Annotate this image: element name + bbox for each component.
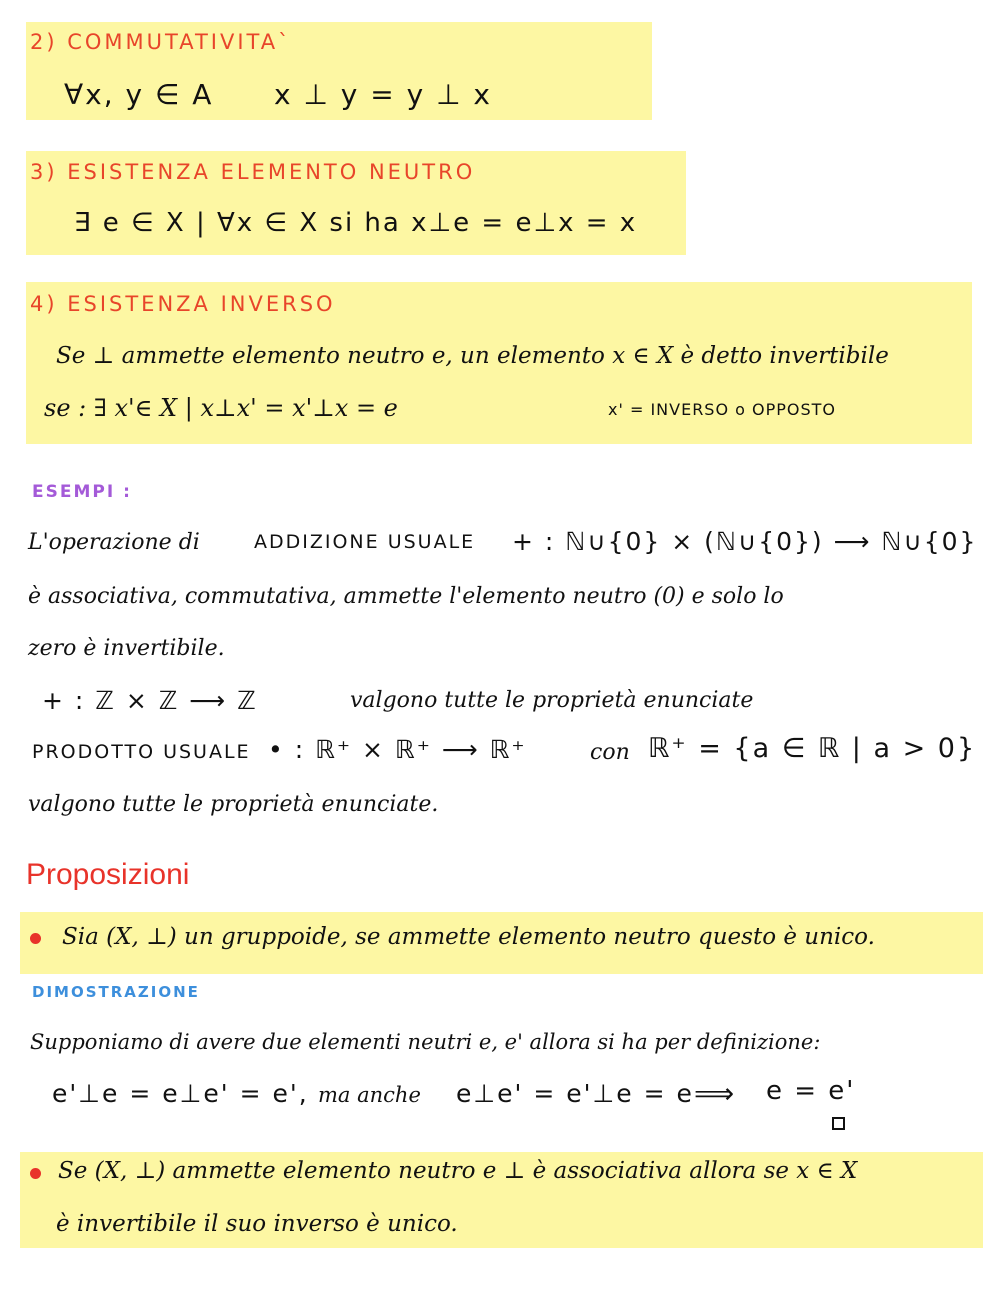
example-line-3: zero è invertibile. [28, 636, 225, 661]
bullet-icon [30, 1168, 41, 1179]
example-line-1a: L'operazione di [28, 530, 200, 555]
example-line-5-caps: PRODOTTO USUALE [32, 741, 251, 763]
example-line-5-def: ℝ⁺ = {a ∈ ℝ | a > 0} [648, 733, 977, 764]
inverse-formula: se : ∃ x'∈ X | x⊥x' = x'⊥x = e [44, 394, 398, 422]
example-line-4-text: valgono tutte le proprietà enunciate [350, 688, 754, 713]
example-line-1-formula: + : ℕ∪{0} × (ℕ∪{0}) ⟶ ℕ∪{0} [512, 527, 978, 556]
proposition-2-line-1: Se (X, ⊥) ammette elemento neutro e ⊥ è associativa allora se x ∈ X [58, 1158, 858, 1184]
proof-formula-c: e⊥e' = e'⊥e = e [456, 1079, 694, 1108]
heading-inverse: 4) ESISTENZA INVERSO [30, 292, 336, 316]
formula-neutral-element: ∃ e ∈ X | ∀x ∈ X si ha x⊥e = e⊥x = x [74, 208, 638, 238]
inverse-definition-line: Se ⊥ ammette elemento neutro e, un elemento x ∈ X è detto invertibile [56, 343, 889, 369]
proposition-2-line-2: è invertibile il suo inverso è unico. [56, 1211, 458, 1237]
proof-text-b: ma anche [318, 1083, 421, 1107]
inverse-note: x' = INVERSO o OPPOSTO [608, 400, 837, 419]
proof-formula-a: e'⊥e = e⊥e' = e', [52, 1079, 309, 1108]
example-line-6: valgono tutte le proprietà enunciate. [28, 792, 439, 817]
heading-neutral-element: 3) ESISTENZA ELEMENTO NEUTRO [30, 160, 476, 184]
qed-icon [832, 1117, 845, 1130]
formula-quantifier: ∀x, y ∈ A [64, 78, 214, 111]
proof-conclusion: e = e' [766, 1076, 856, 1106]
implies-arrow-icon: ⟹ [694, 1077, 737, 1110]
propositions-title: Proposizioni [26, 858, 190, 891]
example-line-1-caps: ADDIZIONE USUALE [254, 531, 476, 553]
proof-line-1: Supponiamo di avere due elementi neutri e, e' allora si ha per definizione: [30, 1030, 821, 1054]
example-line-2: è associativa, commutativa, ammette l'elemento neutro (0) e solo lo [28, 584, 784, 609]
examples-label: ESEMPI : [32, 482, 132, 502]
proposition-1: Sia (X, ⊥) un gruppoide, se ammette elemento neutro questo è unico. [62, 924, 875, 950]
formula-commutativity: x ⊥ y = y ⊥ x [274, 78, 492, 111]
proof-label: DIMOSTRAZIONE [32, 983, 200, 1001]
example-line-5-con: con [590, 740, 630, 765]
bullet-icon [30, 933, 41, 944]
heading-commutativity: 2) COMMUTATIVITA` [30, 30, 292, 54]
example-line-5-formula: • : ℝ⁺ × ℝ⁺ ⟶ ℝ⁺ [268, 735, 527, 764]
example-line-4-formula: + : ℤ × ℤ ⟶ ℤ [42, 686, 258, 715]
